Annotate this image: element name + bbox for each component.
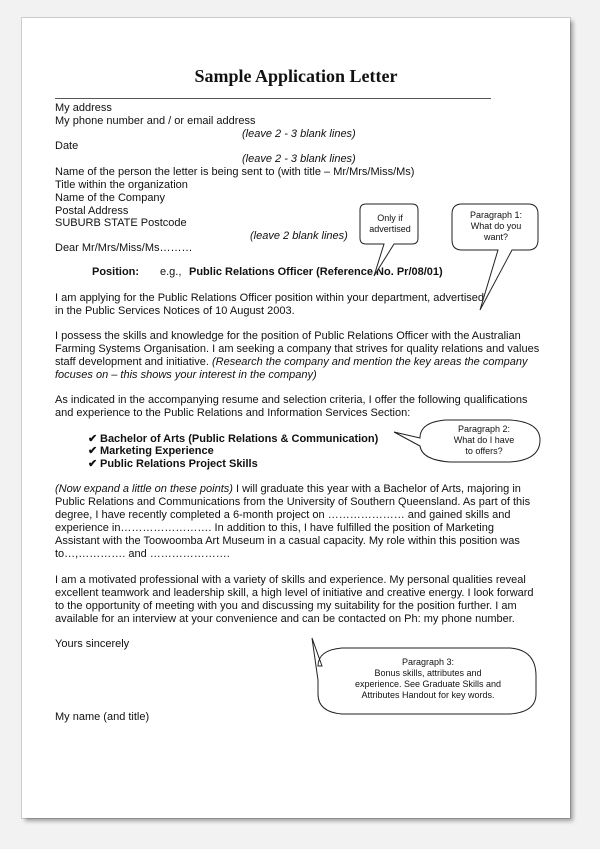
- paragraph-line: As indicated in the accompanying resume and selection criteria, I offer the following qualifications: [55, 394, 528, 406]
- position-value: Public Relations Officer (Reference No. Pr/08/01): [189, 266, 443, 278]
- paragraph-line: excellent teamwork and leadership skill, a high level of initiative and creative energy. I look forward: [55, 587, 534, 599]
- paragraph-line: to…,…………. and ………………….: [55, 548, 230, 560]
- callout-text: Bonus skills, attributes and: [374, 668, 482, 678]
- paragraph-line: available for an interview at your convenience and can be contacted on Ph: my phone number.: [55, 613, 515, 625]
- address-line: My phone number and / or email address: [55, 115, 256, 127]
- qualification-item: Marketing Experience: [100, 445, 214, 457]
- paragraph-line: I possess the skills and knowledge for the position of Public Relations Officer with the Australian: [55, 330, 521, 342]
- blank-lines-note: (leave 2 - 3 blank lines): [242, 153, 356, 165]
- paragraph-line: to the opportunity of meeting with you and discussing my suitability for the position further. I am: [55, 600, 517, 612]
- callout-text: experience. See Graduate Skills and: [354, 679, 502, 689]
- paragraph-line: and experience to the Public Relations and Information Services Section:: [55, 407, 411, 419]
- paragraph-line: in the Public Services Notices of 10 August 2003.: [55, 305, 295, 317]
- closing: Yours sincerely: [55, 638, 130, 650]
- paragraph-note: (Now expand a little on these points): [55, 483, 233, 495]
- paragraph-line: Assistant with the Toowoomba Art Museum in a casual capacity. My role within this position was: [55, 535, 520, 547]
- callout-text: Attributes Handout for key words.: [361, 690, 495, 700]
- paragraph-note: focuses on – this shows your interest in the company): [55, 369, 317, 381]
- callout-text: want?: [483, 232, 509, 242]
- address-line: My address: [55, 102, 112, 114]
- paragraph-line: I am a motivated professional with a variety of skills and experience. My personal qualities reveal: [55, 574, 526, 586]
- paragraph-note: (Research the company and mention the key areas the company: [211, 356, 528, 368]
- signature: My name (and title): [55, 711, 150, 723]
- paragraph-line: experience in……………………. In addition to this, I have fulfilled the position of Marketing: [55, 522, 494, 534]
- page-title: Sample Application Letter: [194, 66, 398, 86]
- position-label: Position:: [92, 266, 140, 278]
- callout-text: advertised: [369, 224, 411, 234]
- salutation: Dear Mr/Mrs/Miss/Ms………: [55, 242, 193, 254]
- callout-text: to offers?: [465, 446, 503, 456]
- paragraph-line: I am applying for the Public Relations Officer position within your department, advertised: [55, 292, 485, 304]
- paragraph-line: degree, I have recently completed a 6-month project on ………………… and gained skills and: [55, 509, 511, 521]
- callout-text: Only if: [377, 213, 403, 223]
- qualification-item: Bachelor of Arts (Public Relations & Communication): [100, 433, 379, 445]
- callout-paragraph2: [432, 424, 536, 457]
- recipient-line: SUBURB STATE Postcode: [55, 217, 187, 229]
- paragraph-line: Public Relations and Communications from the University of Southern Queensland. As part of this: [55, 496, 531, 508]
- checkmark-icon: ✔: [88, 458, 98, 470]
- callout-advertised: [362, 213, 418, 235]
- callout-paragraph3: [322, 657, 534, 701]
- callout-text: Paragraph 2:: [457, 424, 511, 434]
- position-eg: e.g.,: [160, 266, 182, 278]
- callout-text: Paragraph 1:: [469, 210, 523, 220]
- callout-paragraph1: [454, 210, 538, 243]
- recipient-line: Postal Address: [55, 205, 129, 217]
- recipient-line: Title within the organization: [55, 179, 188, 191]
- date-line: Date: [55, 140, 79, 152]
- blank-lines-note: (leave 2 blank lines): [250, 230, 348, 242]
- checkmark-icon: ✔: [88, 445, 98, 457]
- checkmark-icon: ✔: [88, 433, 98, 445]
- qualification-item: Public Relations Project Skills: [100, 458, 258, 470]
- blank-lines-note: (leave 2 - 3 blank lines): [242, 128, 356, 140]
- paragraph-text: I will graduate this year with a Bachelor of Arts, majoring in: [236, 483, 521, 495]
- paragraph-line: Farming Systems Organisation. I am seeking a company that strives for quality relations and values: [55, 343, 540, 355]
- letter-page: [22, 18, 570, 818]
- callout-text: What do I have: [453, 435, 515, 445]
- recipient-line: Name of the person the letter is being sent to (with title – Mr/Mrs/Miss/Ms): [55, 166, 415, 178]
- callout-text: Paragraph 3:: [401, 657, 455, 667]
- recipient-line: Name of the Company: [55, 192, 166, 204]
- callout-text: What do you: [470, 221, 522, 231]
- paragraph-text: staff development and initiative.: [55, 356, 209, 368]
